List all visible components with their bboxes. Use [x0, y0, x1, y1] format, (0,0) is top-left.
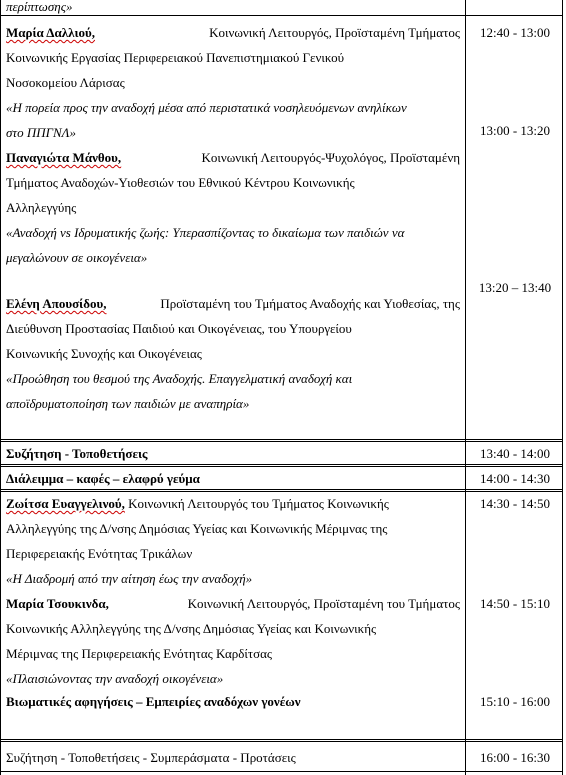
speaker-role-line: Κοινωνικής Συνοχής και Οικογένειας [6, 346, 202, 361]
table-border-bottom [0, 771, 563, 772]
talk-title-line: «Αναδοχή vs Ιδρυματικής ζωής: Υπερασπίζοντας το δικαίωμα των παιδιών να [6, 225, 405, 240]
row-divider [0, 741, 563, 742]
time-slot: 16:00 - 16:30 [479, 750, 551, 765]
speaker-role-line: Αλληλεγγύης της Δ/νσης Δημόσιας Υγείας και Κοινωνικής Μέριμνας της [6, 521, 388, 536]
speaker-role-text: Διεύθυνση Προστασίας Παιδιού και Οικογένειας, του Υπουργείου [6, 321, 352, 336]
speaker-line [6, 591, 460, 616]
talk-title-line: «Η πορεία προς την αναδοχή μέσα από περιστατικά νοσηλευόμενων ανηλίκων [6, 100, 407, 115]
speaker-line [6, 145, 460, 170]
time-slot: 12:40 - 13:00 [479, 25, 551, 40]
speaker-line [6, 491, 460, 516]
speaker-name: Μαρία Τσουκινδα, [6, 596, 109, 611]
session-label: Συζήτηση - Τοποθετήσεις [6, 446, 148, 461]
speaker-role-line [6, 316, 460, 341]
speaker-name: Ελένη Απουσίδου, [6, 296, 107, 311]
talk-title-line: «Προώθηση του θεσμού της Αναδοχής. Επαγγελματική αναδοχή και [6, 371, 353, 386]
time-slot: 13:20 – 13:40 [478, 280, 552, 295]
speaker-line [6, 20, 460, 45]
speaker-role-line [6, 170, 460, 195]
speaker-role-line: Αλληλεγγύης [6, 200, 77, 215]
speaker-block-tsoukinda [6, 591, 460, 691]
speaker-role-line: Κοινωνική Λειτουργός-Ψυχολόγος, Προϊσταμένη [201, 150, 460, 165]
previous-talk-title-tail: περίπτωσης» [6, 0, 73, 14]
session-label: Διάλειμμα – καφές – ελαφρύ γεύμα [6, 471, 200, 486]
time-slot: 14:50 - 15:10 [479, 596, 551, 611]
time-slot: 13:00 - 13:20 [479, 123, 551, 138]
speaker-role-line: Κοινωνική Λειτουργός, Προϊσταμένη Τμήματος [209, 25, 460, 40]
speaker-role-line [6, 45, 460, 70]
speaker-role-line: Προϊσταμένη του Τμήματος Αναδοχής και Υιοθεσίας, της [160, 296, 460, 311]
time-slot: 14:00 - 14:30 [479, 471, 551, 486]
speaker-block-apousidou [6, 291, 460, 416]
talk-title-line: στο ΠΠΓΝΛ» [6, 125, 77, 140]
table-border-right [562, 0, 563, 775]
row-divider [0, 739, 563, 740]
speaker-role-line: Μέριμνας της Περιφερειακής Ενότητας Καρδίτσας [6, 646, 273, 661]
talk-title-line: «Η Διαδρομή από την αίτηση έως την αναδοχή» [6, 571, 253, 586]
speaker-block-dalliou [6, 20, 460, 145]
speaker-block-manthou [6, 145, 460, 270]
speaker-role-line: Κοινωνική Λειτουργός του Τμήματος Κοινωνικής [128, 496, 389, 511]
time-slot: 14:30 - 14:50 [479, 496, 551, 511]
column-divider [465, 0, 466, 775]
time-slot: 15:10 - 16:00 [479, 694, 551, 709]
speaker-name: Ζωίτσα Ευαγγελινού, [6, 496, 125, 511]
speaker-name: Παναγιώτα Μάνθου, [6, 150, 122, 165]
speaker-role-line: Κοινωνικής Αλληλεγγύης της Δ/νσης Δημόσιας Υγείας και Κοινωνικής [6, 621, 377, 636]
table-border-left [0, 0, 1, 775]
time-slot: 13:40 - 14:00 [479, 446, 551, 461]
speaker-role-line: Κοινωνική Λειτουργός, Προϊσταμένη του Τμήματος [187, 596, 460, 611]
talk-title-line: μεγαλώνουν σε οικογένεια» [6, 250, 148, 265]
session-label: Βιωματικές αφηγήσεις – Εμπειρίες αναδόχων γονέων [6, 694, 301, 709]
speaker-role-line: Περιφερειακής Ενότητας Τρικάλων [6, 546, 193, 561]
talk-title-line: «Πλαισιώνοντας την αναδοχή οικογένεια» [6, 671, 224, 686]
speaker-role-line: Νοσοκομείου Λάρισας [6, 75, 125, 90]
speaker-block-evangelinou [6, 491, 460, 591]
speaker-role-text: Κοινωνικής Εργασίας Περιφερειακού Πανεπιστημιακού Γενικού [6, 50, 345, 65]
session-label: Συζήτηση - Τοποθετήσεις - Συμπεράσματα - Προτάσεις [6, 750, 296, 765]
speaker-name: Μαρία Δαλλιού, [6, 25, 96, 40]
speaker-role-text: Τμήματος Αναδοχών-Υιοθεσιών του Εθνικού Κέντρου Κοινωνικής [6, 175, 355, 190]
row-divider [0, 439, 563, 440]
speaker-line [6, 291, 460, 316]
talk-title-line: αποϊδρυματοποίηση των παιδιών με αναπηρία» [6, 396, 250, 411]
